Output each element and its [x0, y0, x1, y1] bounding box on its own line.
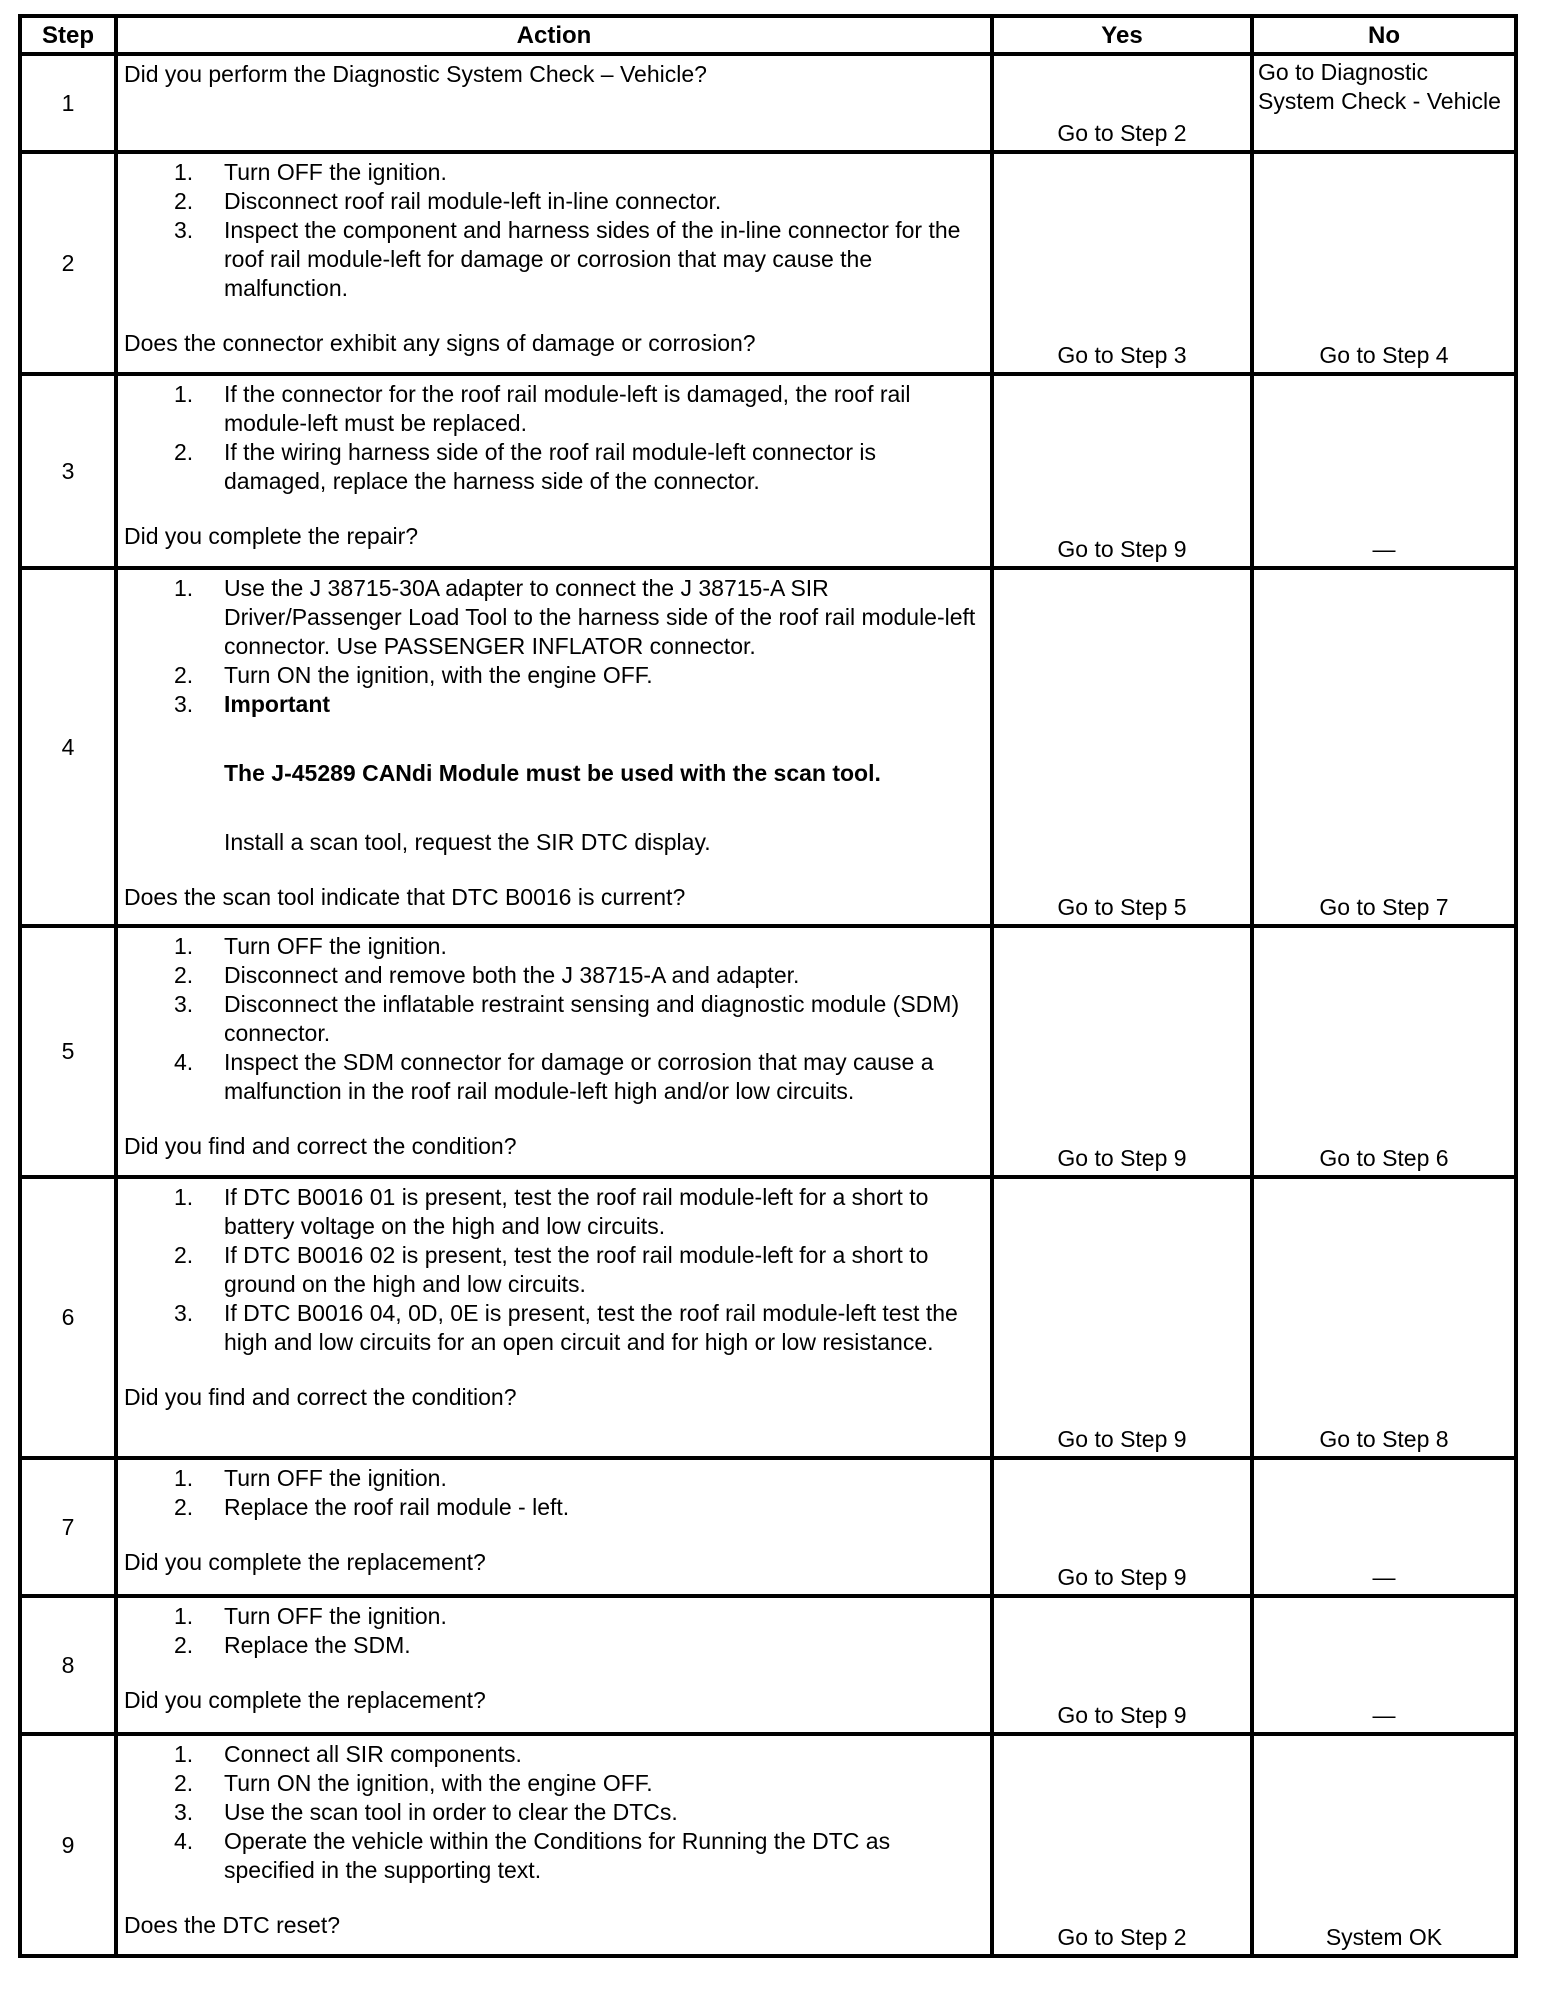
- yes-answer: Go to Step 9: [992, 1596, 1252, 1734]
- list-item: 1. Turn OFF the ignition.: [174, 1465, 447, 1491]
- list-item: 1. If DTC B0016 01 is present, test the roof rail module-left for a short to battery voltage on the high and low circuits.: [174, 1184, 929, 1239]
- yes-answer: Go to Step 9: [992, 1177, 1252, 1458]
- table-row: [20, 54, 1516, 152]
- question-text: Does the DTC reset?: [124, 1912, 341, 1938]
- table-row: [20, 1734, 1516, 1956]
- list-item: 2. Disconnect roof rail module-left in-line connector.: [174, 188, 722, 214]
- step-number: 2: [20, 152, 116, 374]
- important-label: Important: [224, 691, 331, 717]
- question-text: Did you complete the replacement?: [124, 1549, 486, 1575]
- list-item: 3. Important The J-45289 CANdi Module must be used with the scan tool. Install a scan tool, request the SIR DTC display.: [124, 690, 984, 857]
- list-item: 2. Replace the SDM.: [174, 1632, 411, 1658]
- list-item: 2. If the wiring harness side of the roof rail module-left connector is damaged, replace the harness side of the connector.: [174, 439, 876, 494]
- table-row: [20, 152, 1516, 374]
- table-row: [20, 374, 1516, 568]
- list-item: 1. Connect all SIR components.: [174, 1741, 522, 1767]
- action-cell: [116, 926, 992, 1177]
- question-text: Does the connector exhibit any signs of damage or corrosion?: [124, 330, 756, 356]
- yes-answer: Go to Step 2: [992, 1734, 1252, 1956]
- step-number: 5: [20, 926, 116, 1177]
- action-cell: [116, 152, 992, 374]
- step-number: 7: [20, 1458, 116, 1596]
- step-number: 9: [20, 1734, 116, 1956]
- list-item: 1. If the connector for the roof rail module-left is damaged, the roof rail module-left must be replaced.: [174, 381, 911, 436]
- action-list: [124, 1740, 984, 1885]
- important-note: The J-45289 CANdi Module must be used with the scan tool.: [224, 760, 881, 786]
- action-cell: [116, 1734, 992, 1956]
- no-answer: —: [1252, 1596, 1516, 1734]
- action-list: [124, 932, 984, 1106]
- action-cell: [116, 54, 992, 152]
- table-row: [20, 1596, 1516, 1734]
- list-item: 2. Disconnect and remove both the J 38715-A and adapter.: [174, 962, 800, 988]
- list-item: 2. Turn ON the ignition, with the engine OFF.: [174, 662, 653, 688]
- no-answer: —: [1252, 1458, 1516, 1596]
- list-item: 3. If DTC B0016 04, 0D, 0E is present, test the roof rail module-left test the high and low circuits for an open circuit and for high or low resistance.: [174, 1300, 958, 1355]
- list-item: 4. Operate the vehicle within the Conditions for Running the DTC as specified in the supporting text.: [174, 1828, 891, 1883]
- step-number: 6: [20, 1177, 116, 1458]
- question-text: Did you find and correct the condition?: [124, 1384, 517, 1410]
- yes-answer: Go to Step 9: [992, 926, 1252, 1177]
- table-row: [20, 1458, 1516, 1596]
- action-list: [124, 1602, 984, 1660]
- action-cell: [116, 568, 992, 926]
- action-list: [124, 574, 984, 857]
- list-item: 3. Disconnect the inflatable restraint sensing and diagnostic module (SDM) connector.: [174, 991, 960, 1046]
- diagnostic-table: [18, 14, 1518, 1958]
- header-row: [20, 16, 1516, 54]
- step-number: 3: [20, 374, 116, 568]
- header-yes: Yes: [992, 16, 1252, 54]
- step-number: 4: [20, 568, 116, 926]
- list-item: 2. If DTC B0016 02 is present, test the roof rail module-left for a short to ground on the high and low circuits.: [174, 1242, 929, 1297]
- question-text: Does the scan tool indicate that DTC B0016 is current?: [124, 884, 686, 910]
- list-item: 3. Inspect the component and harness sides of the in-line connector for the roof rail module-left for damage or corrosion that may cause the malfunction.: [174, 217, 961, 301]
- header-step: Step: [20, 16, 116, 54]
- action-cell: [116, 1596, 992, 1734]
- no-answer: Go to Diagnostic System Check - Vehicle: [1252, 54, 1516, 152]
- action-cell: [116, 1458, 992, 1596]
- table-row: [20, 568, 1516, 926]
- list-item: 1. Turn OFF the ignition.: [174, 933, 447, 959]
- no-answer: —: [1252, 374, 1516, 568]
- list-item: 3. Use the scan tool in order to clear the DTCs.: [174, 1799, 678, 1825]
- yes-answer: Go to Step 5: [992, 568, 1252, 926]
- step-number: 1: [20, 54, 116, 152]
- yes-answer: Go to Step 3: [992, 152, 1252, 374]
- question-text: Did you perform the Diagnostic System Check – Vehicle?: [124, 61, 707, 87]
- header-action: Action: [116, 16, 992, 54]
- no-answer: Go to Step 8: [1252, 1177, 1516, 1458]
- list-item: 1. Turn OFF the ignition.: [174, 159, 447, 185]
- yes-answer: Go to Step 9: [992, 374, 1252, 568]
- table-row: [20, 1177, 1516, 1458]
- question-text: Did you complete the replacement?: [124, 1687, 486, 1713]
- action-cell: [116, 1177, 992, 1458]
- yes-answer: Go to Step 2: [992, 54, 1252, 152]
- action-cell: [116, 374, 992, 568]
- list-item: 1. Use the J 38715-30A adapter to connect the J 38715-A SIR Driver/Passenger Load Tool to the harness side of the roof rail module-left connector. Use PASSENGER INFLATOR connector.: [174, 575, 976, 659]
- step-number: 8: [20, 1596, 116, 1734]
- list-item: 2. Replace the roof rail module - left.: [174, 1494, 570, 1520]
- action-list: [124, 1464, 984, 1522]
- no-answer: System OK: [1252, 1734, 1516, 1956]
- instruction-text: Install a scan tool, request the SIR DTC display.: [224, 829, 711, 855]
- header-no: No: [1252, 16, 1516, 54]
- no-answer: Go to Step 6: [1252, 926, 1516, 1177]
- action-list: [124, 380, 984, 496]
- yes-answer: Go to Step 9: [992, 1458, 1252, 1596]
- action-list: [124, 1183, 984, 1357]
- no-answer: Go to Step 4: [1252, 152, 1516, 374]
- list-item: 2. Turn ON the ignition, with the engine OFF.: [174, 1770, 653, 1796]
- question-text: Did you complete the repair?: [124, 523, 419, 549]
- list-item: 1. Turn OFF the ignition.: [174, 1603, 447, 1629]
- no-answer: Go to Step 7: [1252, 568, 1516, 926]
- action-list: [124, 158, 984, 303]
- table-row: [20, 926, 1516, 1177]
- question-text: Did you find and correct the condition?: [124, 1133, 517, 1159]
- list-item: 4. Inspect the SDM connector for damage or corrosion that may cause a malfunction in the roof rail module-left high and/or low circuits.: [174, 1049, 934, 1104]
